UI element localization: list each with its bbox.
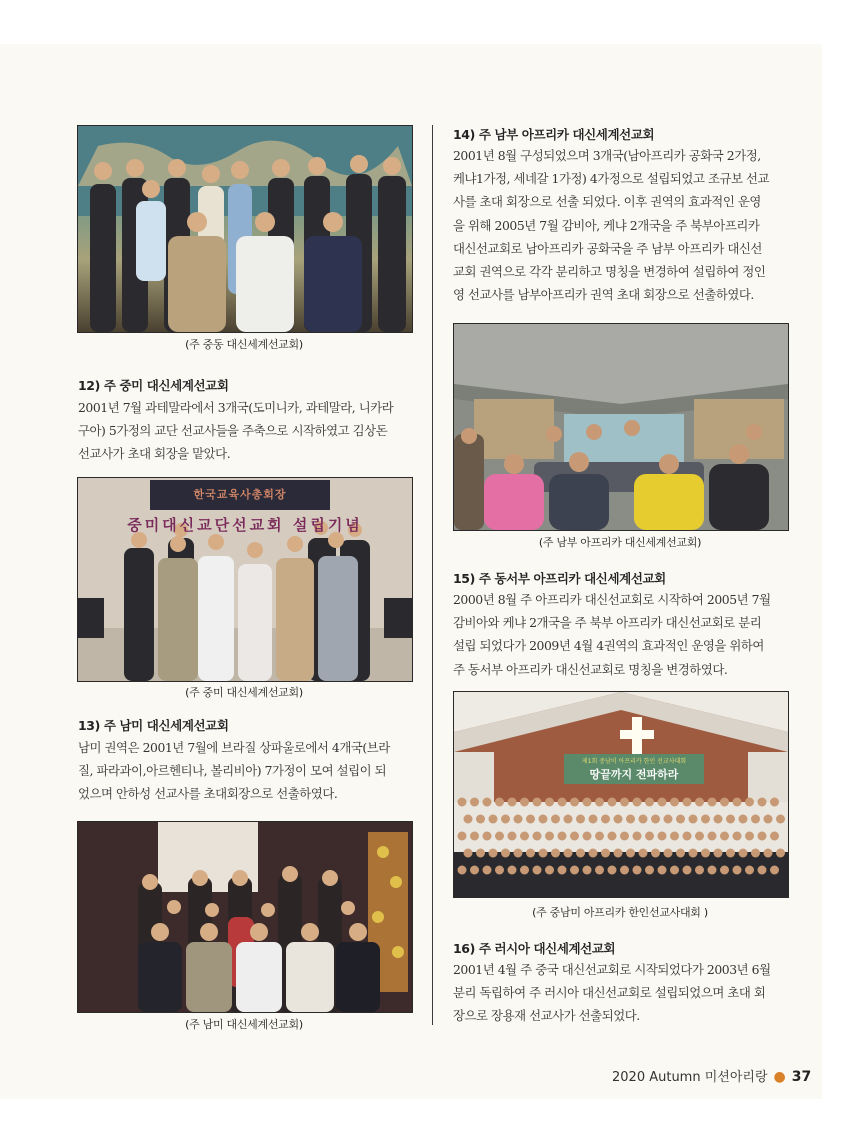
text-line: 남미 권역은 2001년 7월에 브라질 상파울로에서 4개국(브라 — [78, 740, 390, 755]
photo-illustration — [454, 324, 788, 530]
text-line: 선교사가 초대 회장을 맡았다. — [78, 446, 231, 462]
column-divider — [432, 125, 433, 1025]
photo-caption: (주 중남미 아프리카 한인선교사대회 ) — [532, 906, 708, 919]
text-line: 질, 파라과이,아르헨티나, 볼리비아) 7가정이 모여 설립이 되 — [78, 763, 387, 779]
photo-south-africa-meeting — [453, 323, 789, 531]
text-line: 감비아와 케냐 2개국을 주 북부 아프리카 대신선교회로 분리 — [453, 615, 762, 631]
text-line: 2001년 8월 구성되었으며 3개국(남아프리카 공화국 2가정, — [453, 148, 761, 163]
bullet-dot-icon: ● — [773, 1069, 786, 1085]
photo-banner-text: 제1회 중남미 아프리카 한인 선교사대회 — [581, 758, 687, 765]
page-number: 37 — [791, 1069, 812, 1085]
section-body — [453, 958, 789, 1028]
photo-middle-east-group — [77, 125, 413, 333]
photo-caption: (주 중동 대신세계선교회) — [185, 338, 303, 351]
photo-illustration — [78, 126, 412, 332]
photo-central-america-group — [77, 477, 413, 682]
text-line: 케냐1가정, 세네갈 1가정) 4가정으로 설립되었고 조규보 선교 — [453, 171, 770, 187]
photo-caption: (주 남부 아프리카 대신세계선교회) — [538, 536, 702, 549]
text-line: 설립 되었다가 2009년 4월 4권역의 효과적인 운영을 위하여 — [453, 638, 764, 654]
section-heading: 16) 주 러시아 대신세계선교회 — [453, 941, 616, 956]
section-body — [78, 396, 412, 466]
page-footer — [612, 1066, 811, 1085]
text-line: 2000년 8월 주 아프리카 대신선교회로 시작하여 2005년 7월 — [453, 592, 771, 607]
section-heading: 14) 주 남부 아프리카 대신세계선교회 — [453, 127, 655, 142]
text-line: 구아) 5가정의 교단 선교사들을 주축으로 시작하였고 김상돈 — [78, 423, 388, 439]
photo-banner-text: 중미대신교단선교회 설립기념 — [127, 516, 363, 534]
section-body — [453, 588, 789, 681]
text-line: 대신선교회로 남아프리카 공화국을 주 남부 아프리카 대신선 — [453, 240, 762, 256]
section-heading: 15) 주 동서부 아프리카 대신세계선교회 — [453, 571, 666, 586]
photo-caption: (주 중미 대신세계선교회) — [185, 686, 303, 699]
text-line: 분리 독립하여 주 러시아 대신선교회로 설립되었으며 초대 회 — [453, 985, 766, 1001]
text-line: 었으며 안하성 선교사를 초대회장으로 선출하였다. — [78, 786, 338, 802]
photo-illustration — [78, 822, 412, 1012]
footer-publication-text: 2020 Autumn 미션아리랑 — [612, 1070, 768, 1085]
section-body — [78, 736, 412, 806]
photo-caption: (주 남미 대신세계선교회) — [185, 1018, 303, 1031]
text-line: 영 선교사를 남부아프리카 권역 초대 회장으로 선출하였다. — [453, 287, 754, 303]
section-body — [453, 144, 789, 306]
section-heading: 12) 주 중미 대신세계선교회 — [78, 378, 229, 393]
photo-missionary-conference — [453, 691, 789, 898]
photo-south-america-group — [77, 821, 413, 1013]
photo-banner-text: 땅끝까지 전파하라 — [589, 768, 679, 781]
photo-illustration — [78, 478, 412, 681]
text-line: 을 위해 2005년 7월 감비아, 케냐 2개국을 주 북부아프리카 — [453, 217, 760, 233]
photo-sign-text: 한국교육사총회장 — [193, 488, 287, 501]
photo-illustration — [454, 692, 788, 897]
text-line: 장으로 장용재 선교사가 선출되었다. — [453, 1008, 640, 1024]
text-line: 사를 초대 회장으로 선출 되었다. 이후 권역의 효과적인 운영 — [453, 194, 761, 210]
text-line: 주 동서부 아프리카 대신선교회로 명칭을 변경하였다. — [453, 661, 728, 677]
text-line: 교회 권역으로 각각 분리하고 명칭을 변경하여 설립하여 정인 — [453, 264, 766, 280]
section-heading: 13) 주 남미 대신세계선교회 — [78, 718, 229, 733]
text-line: 2001년 4월 주 중국 대신선교회로 시작되었다가 2003년 6월 — [453, 962, 771, 977]
text-line: 2001년 7월 과테말라에서 3개국(도미니카, 과테말라, 니카라 — [78, 400, 394, 415]
